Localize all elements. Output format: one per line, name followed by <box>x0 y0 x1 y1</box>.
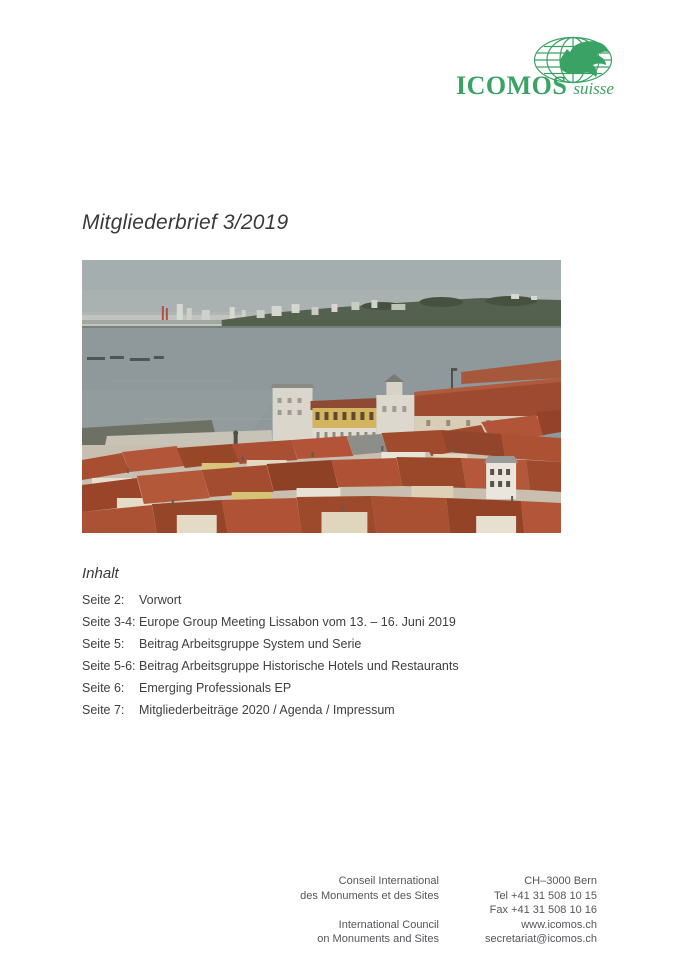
logo-name: ICOMOS <box>456 71 568 100</box>
footer-spacer <box>300 903 439 918</box>
footer-organisation <box>300 874 439 947</box>
footer <box>300 874 597 947</box>
toc-row <box>82 660 562 673</box>
table-of-contents <box>82 594 562 726</box>
logo-suffix: suisse <box>573 79 614 98</box>
toc-page-ref: Seite 2: <box>82 593 125 607</box>
toc-entry-label: Emerging Professionals EP <box>139 681 292 695</box>
toc-entry-label: Mitgliederbeiträge 2020 / Agenda / Impressum <box>139 703 395 717</box>
toc-row <box>82 682 562 695</box>
toc-row <box>82 638 562 651</box>
toc-heading: Inhalt <box>82 565 119 582</box>
toc-page-ref: Seite 5-6: <box>82 659 136 673</box>
toc-entry-label: Beitrag Arbeitsgruppe Historische Hotels und Restaurants <box>139 659 459 673</box>
org-en-line2: on Monuments and Sites <box>317 933 439 945</box>
toc-entry-label: Vorwort <box>139 593 182 607</box>
footer-tel: Tel +41 31 508 10 15 <box>493 889 597 902</box>
footer-address: CH–3000 Bern <box>524 875 597 887</box>
org-en-line1: International Council <box>338 918 439 931</box>
toc-page-ref: Seite 3-4: <box>82 615 136 629</box>
footer-email-link[interactable]: secretariat@icomos.ch <box>484 933 597 945</box>
toc-page-ref: Seite 7: <box>82 703 125 717</box>
toc-row <box>82 616 562 629</box>
lisbon-photo <box>82 260 561 533</box>
footer-fax: Fax +41 31 508 10 16 <box>489 904 597 916</box>
toc-page-ref: Seite 6: <box>82 681 125 695</box>
toc-page-ref: Seite 5: <box>82 637 125 651</box>
org-fr-line1: Conseil International <box>338 875 439 887</box>
org-fr-line2: des Monuments et des Sites <box>300 889 439 902</box>
toc-entry-label: Beitrag Arbeitsgruppe System und Serie <box>139 637 362 651</box>
toc-row <box>82 594 562 607</box>
footer-website-link[interactable]: www.icomos.ch <box>521 918 597 931</box>
toc-entry-label: Europe Group Meeting Lissabon vom 13. – 16. Juni 2019 <box>139 615 456 629</box>
footer-contact <box>485 874 597 947</box>
logo-wordmark <box>456 72 656 104</box>
toc-row <box>82 704 562 717</box>
page-title: Mitgliederbrief 3/2019 <box>82 211 289 234</box>
